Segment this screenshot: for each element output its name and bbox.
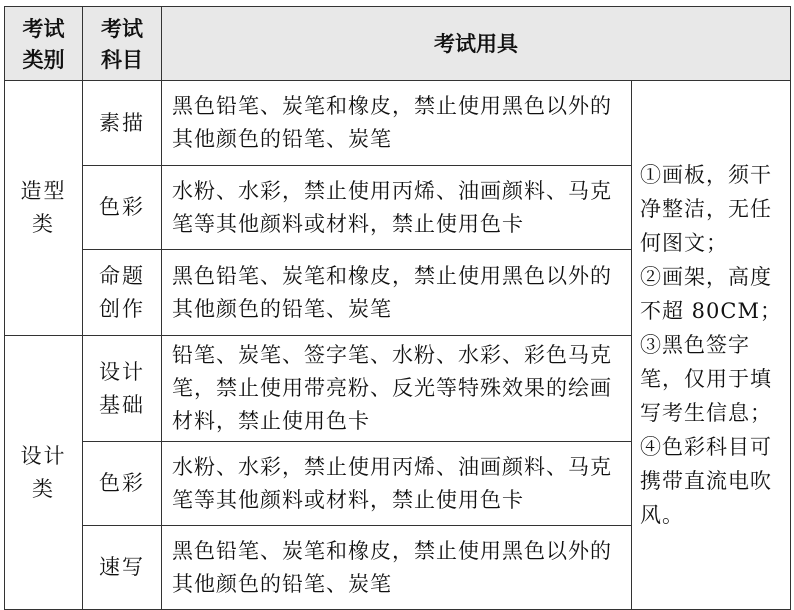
tools-cell: 水粉、水彩，禁止使用丙烯、油画颜料、马克笔等其他颜料或材料，禁止使用色卡 [162, 442, 632, 526]
tools-cell: 黑色铅笔、炭笔和橡皮，禁止使用黑色以外的其他颜色的铅笔、炭笔 [162, 526, 632, 610]
category-cell: 造型 类 [5, 81, 83, 336]
header-tools: 考试用具 [162, 7, 791, 81]
subject-cell: 色彩 [83, 166, 162, 250]
category-cell: 设计 类 [5, 336, 83, 610]
subject-cell: 色彩 [83, 442, 162, 526]
subject-cell: 素描 [83, 81, 162, 166]
header-category: 考试 类别 [5, 7, 83, 81]
table-row [5, 81, 791, 166]
note-item: ②画架，高度不超 80CM； [640, 265, 782, 323]
tools-cell: 黑色铅笔、炭笔和橡皮，禁止使用黑色以外的其他颜色的铅笔、炭笔 [162, 250, 632, 336]
exam-tools-table [4, 6, 791, 610]
subject-cell: 速写 [83, 526, 162, 610]
subject-cell: 设计 基础 [83, 336, 162, 442]
header-row [5, 7, 791, 81]
tools-cell: 铅笔、炭笔、签字笔、水粉、水彩、彩色马克笔，禁止使用带亮粉、反光等特殊效果的绘画材料，禁止使用色卡 [162, 336, 632, 442]
subject-cell: 命题 创作 [83, 250, 162, 336]
note-item: ①画板，须干净整洁，无任何图文； [640, 163, 772, 255]
note-item: ④色彩科目可携带直流电吹风。 [640, 435, 772, 527]
note-item: ③黑色签字笔，仅用于填写考生信息； [640, 333, 772, 425]
tools-cell: 黑色铅笔、炭笔和橡皮，禁止使用黑色以外的其他颜色的铅笔、炭笔 [162, 81, 632, 166]
header-subject: 考试 科目 [83, 7, 162, 81]
tools-cell: 水粉、水彩，禁止使用丙烯、油画颜料、马克笔等其他颜料或材料，禁止使用色卡 [162, 166, 632, 250]
notes-cell [632, 81, 791, 610]
